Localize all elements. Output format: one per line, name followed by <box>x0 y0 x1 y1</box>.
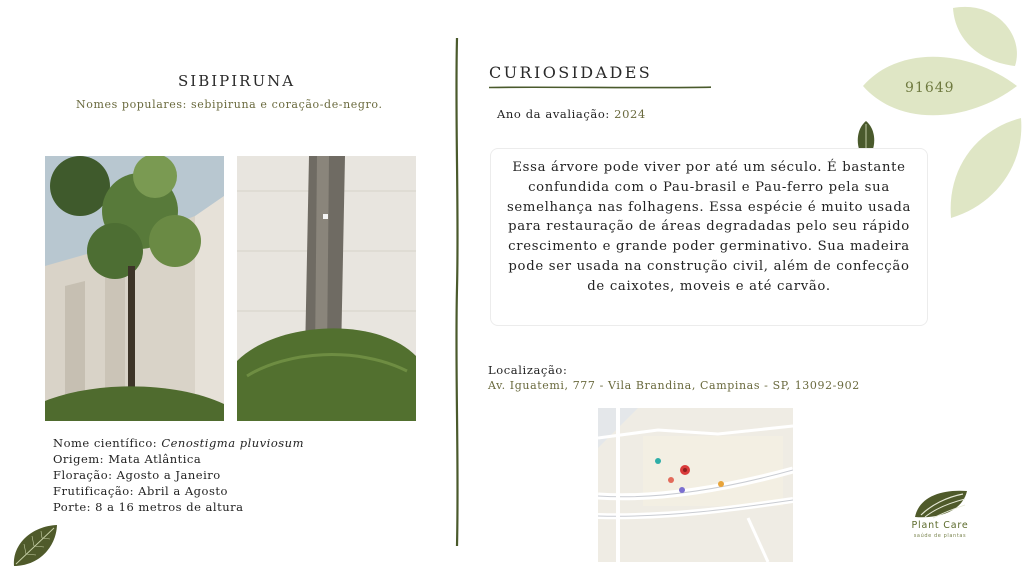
curiosities-text: Essa árvore pode viver por até um século. É bastante confundida com o Pau-brasil e Pau-ferro pela sua semelhança nas folhagens. Essa espécie é muito usada para restauração de áreas degradadas pelo seu rápido crescimento e grande poder germinativo. Sua madeira pode ser usada na construção civil, além de confecção de caixotes, moveis e até carvão. <box>506 160 912 294</box>
scientific-name <box>53 435 304 451</box>
popular-names <box>76 98 383 111</box>
flowering: Floração: Agosto a Janeiro <box>53 468 221 482</box>
location-map[interactable] <box>598 408 793 562</box>
tree-id-code: 91649 <box>905 80 955 96</box>
origin: Origem: Mata Atlântica <box>53 452 202 466</box>
evaluation-year <box>497 107 646 121</box>
location-address[interactable]: Av. Iguatemi, 777 - Vila Brandina, Campinas - SP, 13092-902 <box>488 379 860 392</box>
evaluation-year-label: Ano da avaliação: <box>497 107 610 121</box>
tree-trunk-photo <box>237 156 416 421</box>
popular-names-value: sebipiruna e coração-de-negro. <box>191 98 383 111</box>
location-label: Localização: <box>488 363 568 377</box>
scientific-name-label: Nome científico: <box>53 436 158 450</box>
tree-size: Porte: 8 a 16 metros de altura <box>53 500 244 514</box>
brand-tagline: saúde de plantas <box>913 533 967 539</box>
tree-photo-full <box>45 156 224 421</box>
curiosities-title: CURIOSIDADES <box>489 63 653 82</box>
plant-care-logo-icon <box>913 487 969 519</box>
scientific-name-value: Cenostigma pluviosum <box>161 436 304 450</box>
brand-name: Plant Care <box>911 520 969 531</box>
species-common-name: SIBIPIRUNA <box>178 72 296 90</box>
popular-names-label: Nomes populares: <box>76 98 187 111</box>
species-facts <box>53 435 304 515</box>
fruiting: Frutificação: Abril a Agosto <box>53 484 228 498</box>
evaluation-year-value: 2024 <box>614 107 646 121</box>
title-underline <box>489 86 711 89</box>
vertical-divider <box>454 38 460 546</box>
leaf-bottom-left-icon <box>10 522 60 570</box>
